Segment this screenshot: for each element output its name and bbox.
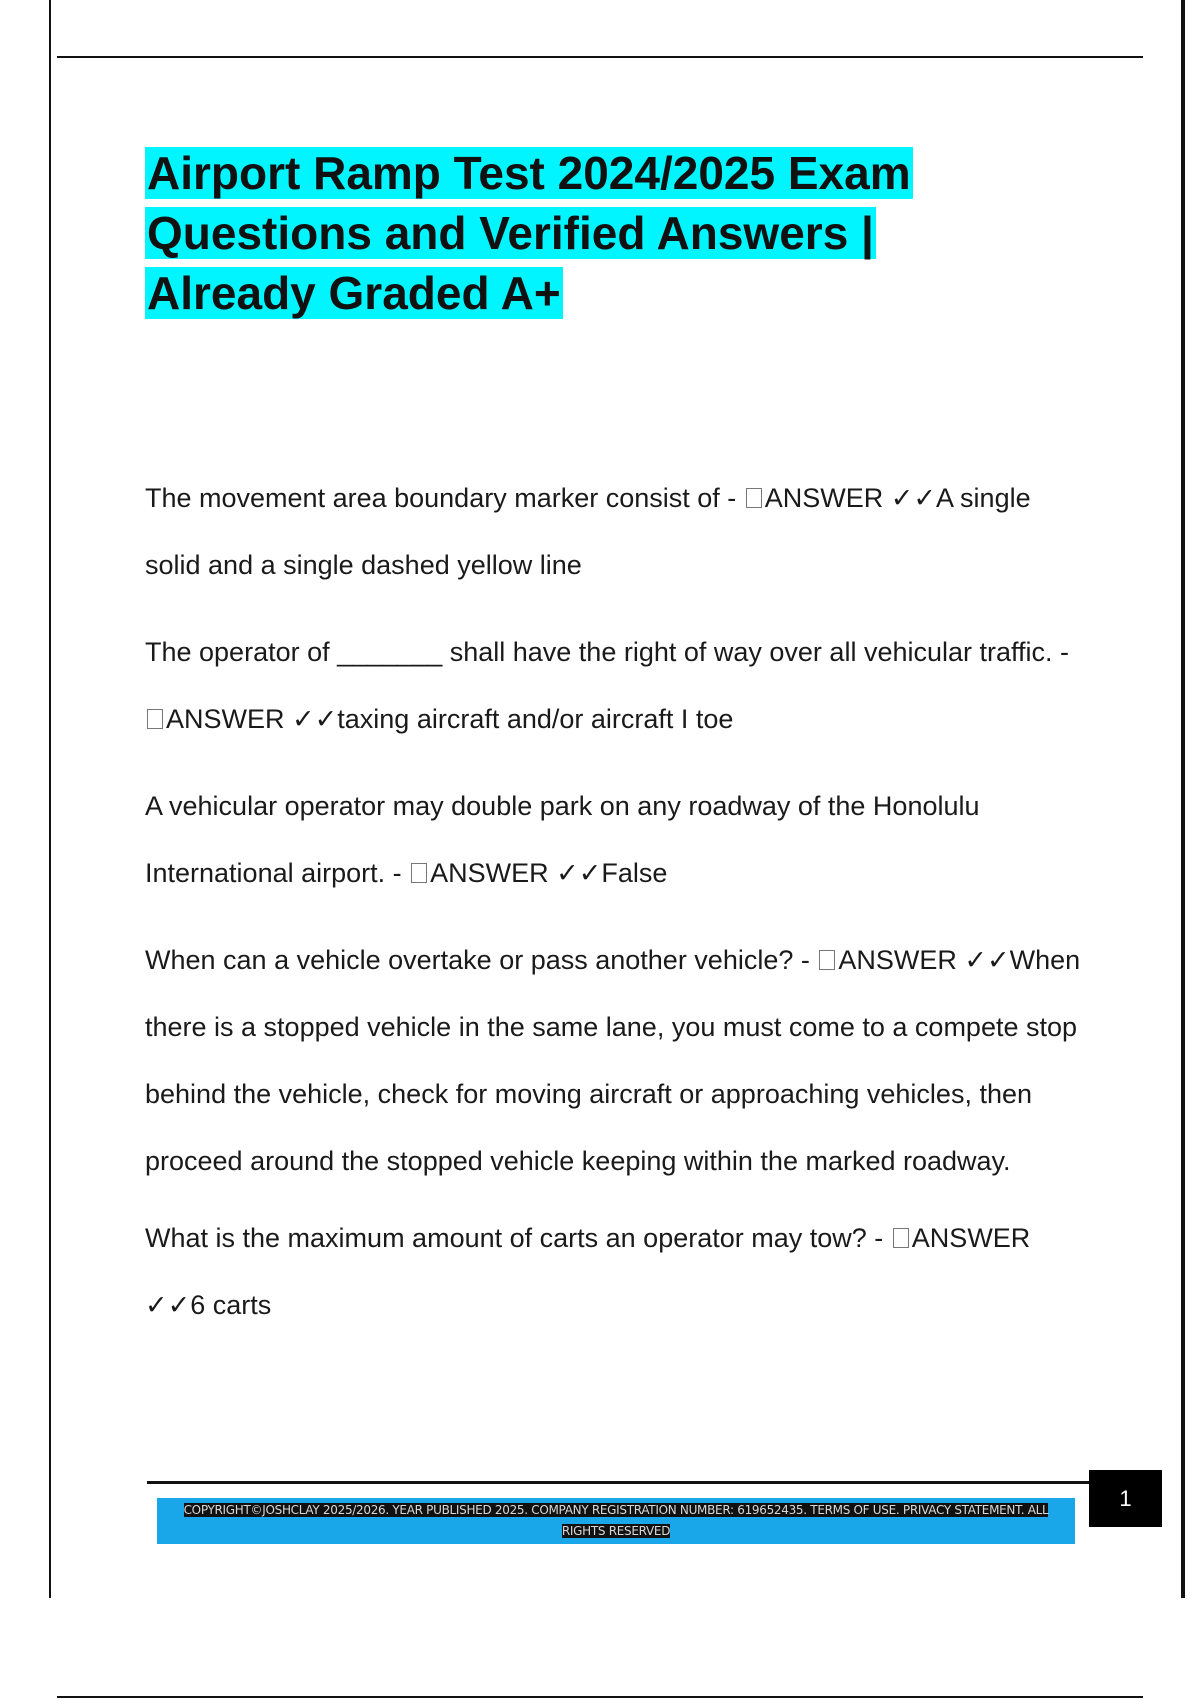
- qa-list: [145, 465, 1090, 1349]
- copyright-text: COPYRIGHT©JOSHCLAY 2025/2026. YEAR PUBLISHED 2025. COMPANY REGISTRATION NUMBER: 619652435. TERMS OF USE. PRIVACY STATEMENT. ALL RIGHTS RESERVED: [183, 1503, 1049, 1538]
- answer-text: When there is a stopped vehicle in the same lane, you must come to a compete stop behind the vehicle, check for moving aircraft or approaching vehicles, then proceed around the stopped vehicle keeping within the marked roadway.: [145, 945, 1081, 1176]
- answer-label: ANSWER ✓✓: [166, 704, 338, 734]
- footer-rule: [147, 1481, 1093, 1484]
- title-line-1: Airport Ramp Test 2024/2025 Exam: [147, 147, 911, 199]
- box-glyph-icon: [893, 1228, 909, 1248]
- answer-label: ANSWER ✓✓: [838, 945, 1010, 975]
- header-rule: [57, 56, 1143, 58]
- qa-item: [145, 927, 1090, 1195]
- copyright-notice: [175, 1500, 1057, 1542]
- answer-text: False: [601, 858, 668, 888]
- answer-label: ANSWER ✓✓: [430, 858, 602, 888]
- box-glyph-icon: [147, 709, 163, 729]
- page-number: 1: [1089, 1470, 1162, 1527]
- qa-item: [145, 1205, 1090, 1339]
- question-text: The movement area boundary marker consist of -: [145, 483, 744, 513]
- answer-text: 6 carts: [190, 1290, 272, 1320]
- document-title: [145, 143, 1045, 323]
- page-right-border: [1181, 0, 1185, 1598]
- question-text: The operator of _______ shall have the right of way over all vehicular traffic. -: [145, 637, 1070, 667]
- box-glyph-icon: [411, 863, 427, 883]
- page-left-border: [49, 0, 51, 1598]
- question-text: When can a vehicle overtake or pass another vehicle? -: [145, 945, 818, 975]
- answer-label: ANSWER ✓✓: [145, 1223, 1031, 1320]
- question-text: A vehicular operator may double park on any roadway of the Honolulu International airport. -: [145, 791, 980, 888]
- answer-label: ANSWER ✓✓: [764, 483, 937, 513]
- qa-item: [145, 619, 1090, 753]
- title-line-3: Already Graded A+: [147, 267, 561, 319]
- question-text: What is the maximum amount of carts an operator may tow? -: [145, 1223, 891, 1253]
- qa-item: [145, 465, 1090, 599]
- title-line-2: Questions and Verified Answers |: [147, 207, 874, 259]
- next-page-rule: [57, 1696, 1143, 1698]
- box-glyph-icon: [746, 488, 762, 508]
- answer-text: taxing aircraft and/or aircraft I toe: [337, 704, 734, 734]
- box-glyph-icon: [819, 950, 835, 970]
- answer-text: A single solid and a single dashed yellow line: [145, 483, 1031, 580]
- qa-item: [145, 773, 1090, 907]
